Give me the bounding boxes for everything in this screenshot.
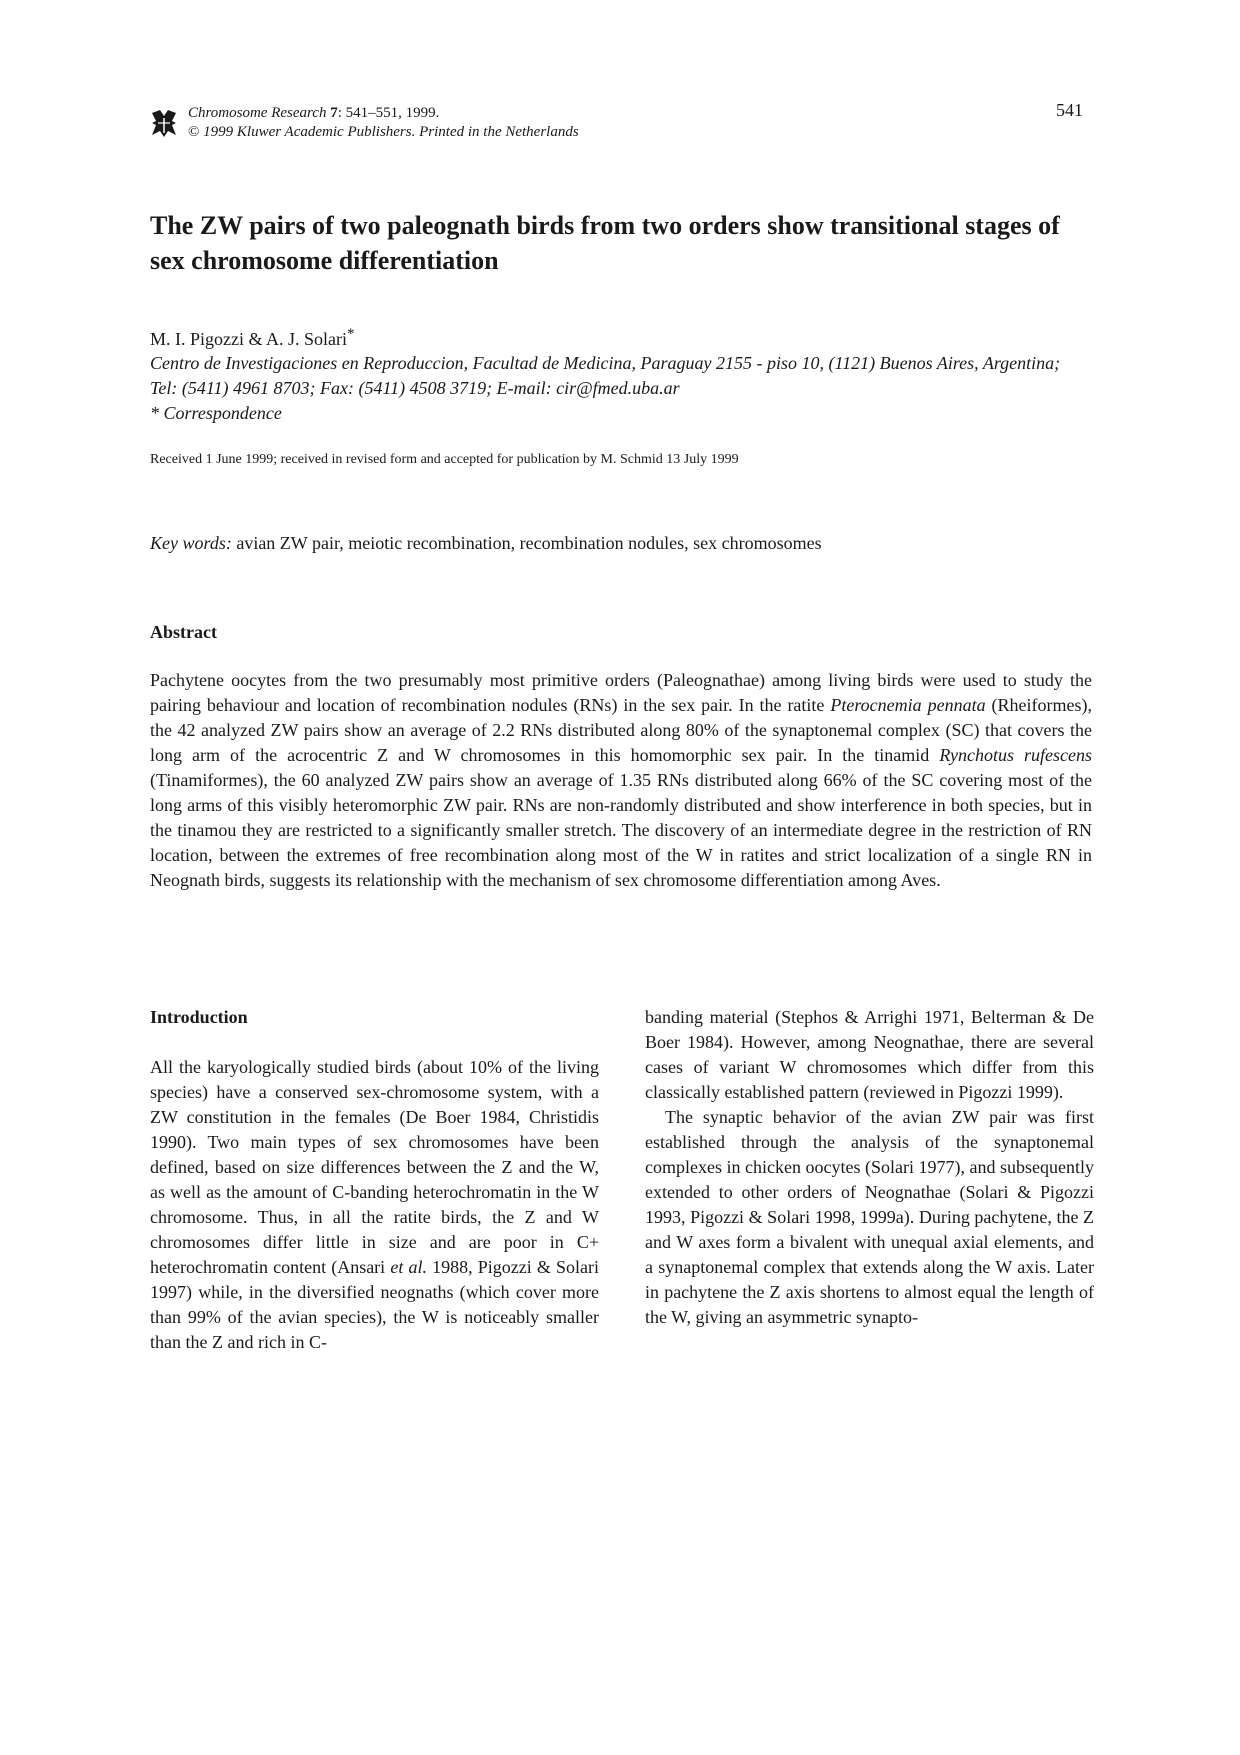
author-names: M. I. Pigozzi & A. J. Solari [150, 329, 347, 349]
keywords-text: avian ZW pair, meiotic recombination, recombination nodules, sex chromosomes [236, 533, 822, 553]
correspondence-note: * Correspondence [150, 403, 282, 423]
abstract-segment: (Rheiformes), the 42 analyzed ZW pairs show an average of 2.2 RNs distributed along 80% of the synaptonemal complex (SC) that covers the long arm of the acrocentric Z and W chromosomes in this homomorphic sex pair. In the tinamid [150, 695, 1092, 765]
column-right [645, 1005, 1094, 1330]
received-dates: Received 1 June 1999; received in revised form and accepted for publication by M. Schmid 13 July 1999 [150, 452, 739, 467]
introduction-paragraph [150, 1055, 599, 1355]
introduction-paragraph-continued: banding material (Stephos & Arrighi 1971, Belterman & De Boer 1984). However, among Neognathae, there are several cases of variant W chromosomes which differ from this classically established pattern (reviewed in Pigozzi 1999). [645, 1007, 1094, 1102]
copyright-line [188, 123, 579, 142]
affiliation-address: Centro de Investigaciones en Reproduccion, Facultad de Medicina, Paraguay 2155 - piso 10, (1121) Buenos Aires, Argentina; Tel: (5411) 4961 8703; Fax: (5411) 4508 3719; E-mail: cir@fmed.uba.ar [150, 353, 1061, 398]
publisher-line: 1999 Kluwer Academic Publishers. Printed in the Netherlands [199, 124, 579, 140]
et-al: et al. [390, 1257, 427, 1277]
abstract-text [150, 668, 1092, 893]
intro-segment: 1988, Pigozzi & Solari 1997) while, in the diversified neognaths (which cover more than 99% of the avian species), the W is noticeably smaller than the Z and rich in C- [150, 1257, 599, 1352]
paper-title: The ZW pairs of two paleognath birds from two orders show transitional stages of sex chromosome differentiation [150, 211, 1060, 275]
journal-name: Chromosome Research [188, 105, 327, 121]
journal-volume: 7 [330, 105, 338, 121]
intro-segment: All the karyologically studied birds (about 10% of the living species) have a conserved sex-chromosome system, with a ZW constitution in the females (De Boer 1984, Christidis 1990). Two main types of sex chromosomes have been defined, based on size differences between the Z and the W, as well as the amount of C-banding heterochromatin in the W chromosome. Thus, in all the ratite birds, the Z and W chromosomes differ little in size and are poor in C+ heterochromatin content (Ansari [150, 1057, 599, 1277]
introduction-heading: Introduction [150, 1007, 248, 1027]
corresponding-author-mark: * [347, 326, 355, 342]
introduction-paragraph: The synaptic behavior of the avian ZW pair was first established through the analysis of the synaptonemal complexes in chicken oocytes (Solari 1977), and subsequently extended to other orders of Neognathae (Solari & Pigozzi 1993, Pigozzi & Solari 1998, 1999a). During pachytene, the Z and W axes form a bivalent with unequal axial elements, and a synaptonemal complex that extends along the W axis. Later in pachytene the Z axis shortens to almost equal the length of the W, giving an asymmetric synapto- [645, 1107, 1094, 1327]
journal-citation [188, 104, 579, 142]
authors [150, 326, 355, 350]
column-left [150, 1005, 599, 1355]
journal-pages-year: : 541–551, 1999. [337, 105, 440, 121]
keywords-label: Key words: [150, 533, 232, 553]
keywords [150, 533, 822, 554]
species-name: Pterocnemia pennata [830, 695, 986, 715]
copyright-symbol: © [188, 124, 200, 140]
publisher-logo-icon [150, 107, 178, 139]
journal-line [188, 104, 579, 123]
species-name: Rynchotus rufescens [939, 745, 1093, 765]
abstract-segment: (Tinamiformes), the 60 analyzed ZW pairs show an average of 1.35 RNs distributed along 66% of the SC covering most of the long arms of this visibly heteromorphic ZW pair. RNs are non-randomly distributed and show interference in both species, but in the tinamou they are restricted to a significantly smaller stretch. The discovery of an intermediate degree in the restriction of RN location, between the extremes of free recombination along most of the W in ratites and strict localization of a single RN in Neognath birds, suggests its relationship with the mechanism of sex chromosome differentiation among Aves. [150, 770, 1092, 890]
abstract-heading: Abstract [150, 622, 217, 642]
page-number: 541 [1056, 100, 1083, 120]
abstract-segment: Pachytene oocytes from the two presumably most primitive orders (Paleognathae) among living birds were used to study the pairing behaviour and location of recombination nodules (RNs) in the sex pair. In the ratite [150, 670, 1092, 715]
affiliation [150, 351, 1090, 426]
